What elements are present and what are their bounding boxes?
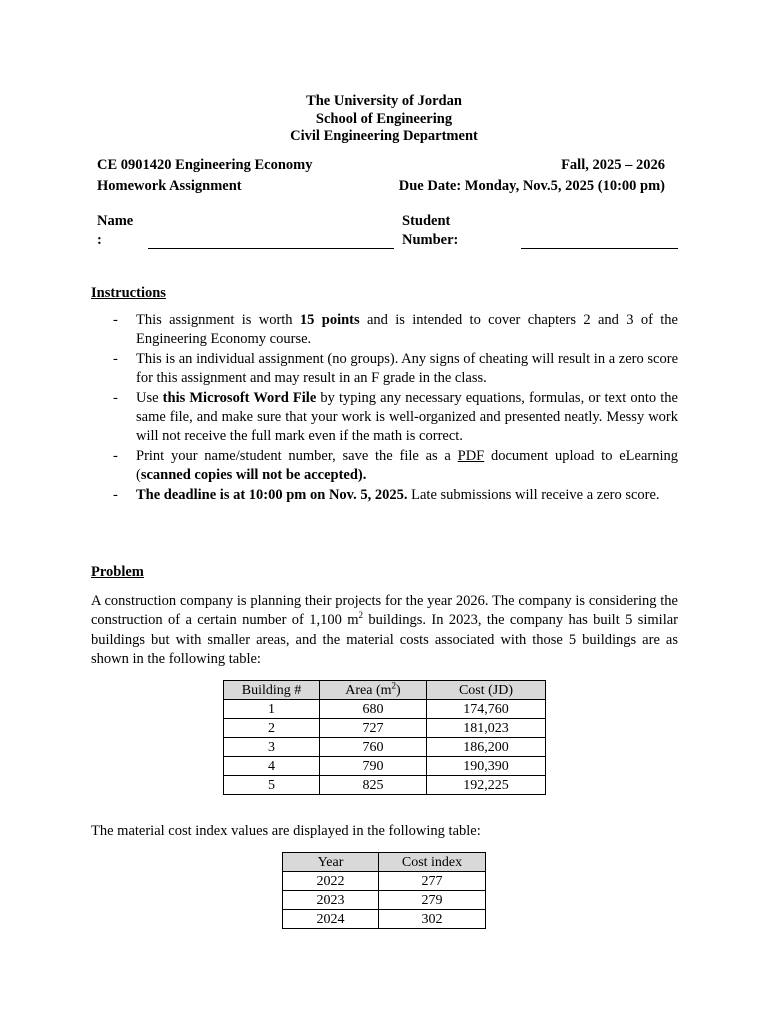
table-cell: 2024 xyxy=(283,910,379,929)
table-cell: 5 xyxy=(224,776,320,795)
department-name: Civil Engineering Department xyxy=(290,128,478,144)
table-row xyxy=(283,891,486,910)
problem-paragraph: A construction company is planning their projects for the year 2026. The company is considering the construction of a certain number of 1,100 $m^2$ buildings. In 2023, the company has built 5 similar buildings but with smaller areas, and the material costs associated with those 5 buildings are as shown in the following table: xyxy=(91,593,678,668)
bullet-dash: - xyxy=(113,312,118,328)
table-row xyxy=(224,719,546,738)
bullet-dash: - xyxy=(113,486,118,503)
table-row xyxy=(283,910,486,929)
school-name: School of Engineering xyxy=(315,110,453,127)
instructions-heading: Instructions xyxy=(91,285,166,301)
table-cell: 4 xyxy=(224,757,320,776)
list-item: - This assignment is worth 15 points and is intended to cover chapters 2 and 3 of the Engineering Economy course. xyxy=(113,312,678,348)
problem-heading: Problem xyxy=(91,564,144,580)
table-cell: 279 xyxy=(379,891,486,910)
name-label: Name : xyxy=(97,213,134,248)
bullet-dash: - xyxy=(113,447,118,464)
semester: Fall, 2025 – 2026 xyxy=(561,157,665,173)
table-cell: 192,225 xyxy=(427,776,546,795)
table-cell: 190,390 xyxy=(427,757,546,776)
table-row xyxy=(283,872,486,891)
bullet-dash: - xyxy=(113,350,118,367)
table-cell: 2 xyxy=(224,719,320,738)
table-row xyxy=(224,700,546,719)
table-cell: 1 xyxy=(224,700,320,719)
table-row xyxy=(224,738,546,757)
university-name: The University of Jordan xyxy=(306,93,462,109)
cost-index-table xyxy=(282,852,486,929)
table-cell: 186,200 xyxy=(427,738,546,757)
column-header: Cost index xyxy=(379,853,486,872)
student-number-field-line[interactable] xyxy=(521,248,678,249)
table-row xyxy=(224,776,546,795)
list-item: - This is an individual assignment (no groups). Any signs of cheating will result in a zero score for this assignment and may result in an F grade in the class. xyxy=(113,350,678,387)
document-header xyxy=(0,93,768,146)
pdf-text: PDF xyxy=(457,447,485,464)
student-number-label: Student Number: xyxy=(402,213,459,248)
table-cell: 727 xyxy=(320,719,427,738)
name-field-line[interactable] xyxy=(148,248,394,249)
assignment-title: Homework Assignment xyxy=(97,178,242,194)
index-paragraph: The material cost index values are displayed in the following table: xyxy=(91,823,481,839)
table-cell: 680 xyxy=(320,700,427,719)
table-cell: 760 xyxy=(320,738,427,757)
table-cell: 790 xyxy=(320,757,427,776)
column-header: Area $(m^2)$ xyxy=(320,681,427,700)
table-row xyxy=(224,757,546,776)
column-header: Cost (JD) xyxy=(427,681,546,700)
table-header-row xyxy=(283,853,486,872)
table-cell: 3 xyxy=(224,738,320,757)
table-cell: 277 xyxy=(379,872,486,891)
table-cell: 2022 xyxy=(283,872,379,891)
table-cell: 174,760 xyxy=(427,700,546,719)
table-cell: 2023 xyxy=(283,891,379,910)
list-item: - Use this Microsoft Word File by typing any necessary equations, formulas, or text onto the same file, and make sure that your work is well-organized and presented neatly. Messy work will not receive the full mark even if the math is correct. xyxy=(113,389,678,445)
list-item: - The deadline is at 10:00 pm on Nov. 5, 2025. Late submissions will receive a zero score. xyxy=(91,486,678,505)
column-header: Year xyxy=(283,853,379,872)
bullet-dash: - xyxy=(113,389,118,406)
course-title: CE 0901420 Engineering Economy xyxy=(97,157,313,173)
table-cell: 181,023 xyxy=(427,719,546,738)
buildings-table xyxy=(223,680,546,795)
table-cell: 825 xyxy=(320,776,427,795)
table-header-row xyxy=(224,681,546,700)
table-cell: 302 xyxy=(379,910,486,929)
list-item: - Print your name/student number, save the file as a PDF document upload to eLearning (scanned copies will not be accepted). xyxy=(113,447,678,484)
instructions-list xyxy=(91,311,678,505)
due-date: Due Date: Monday, Nov.5, 2025 (10:00 pm) xyxy=(398,178,665,194)
column-header: Building # xyxy=(224,681,320,700)
